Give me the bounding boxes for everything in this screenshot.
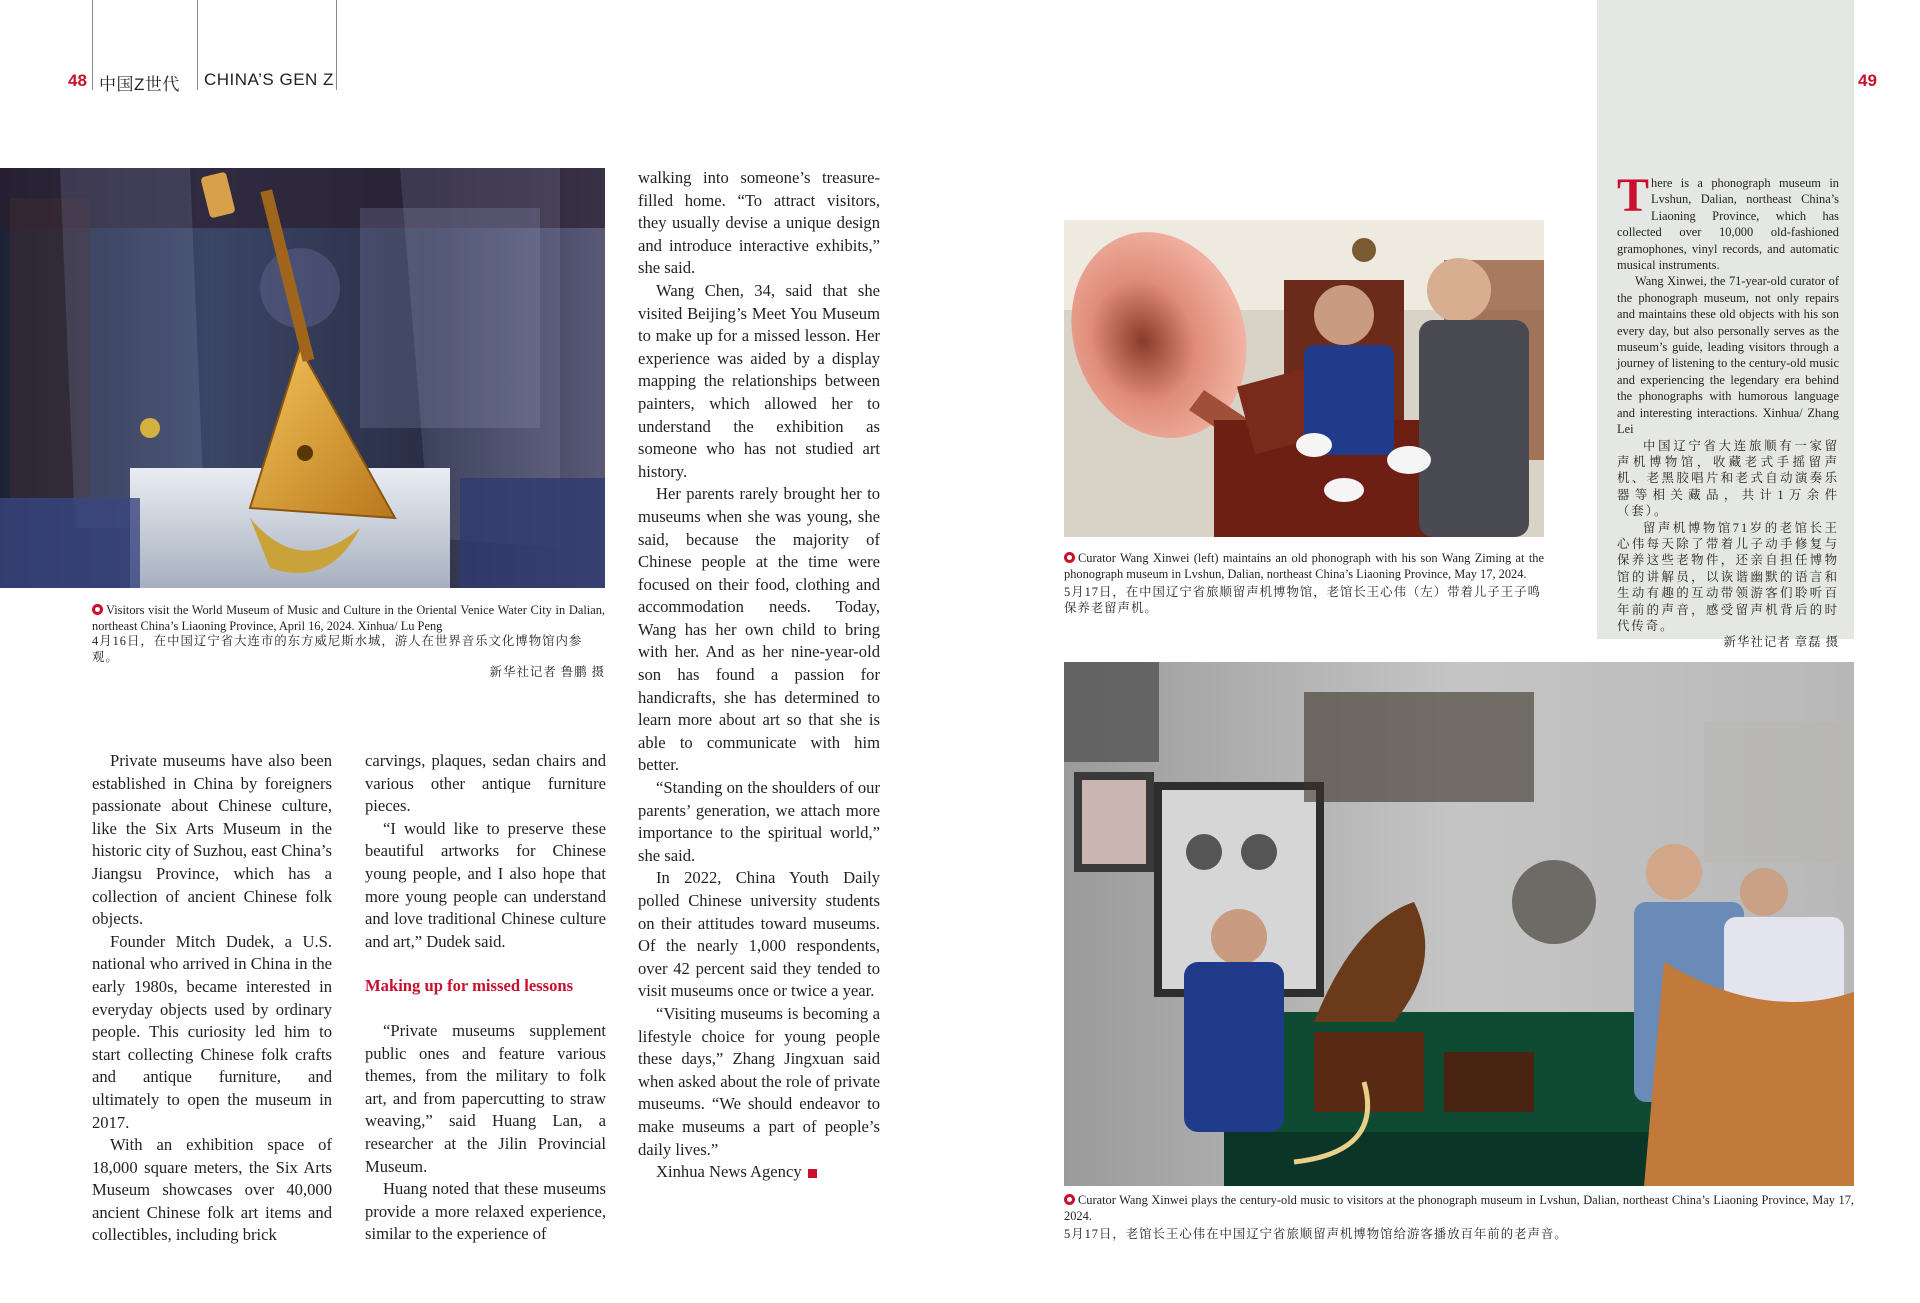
- article-column-1: [92, 750, 332, 1247]
- header-rule-3: [336, 0, 337, 90]
- article-column-2: [365, 750, 606, 1246]
- sidebar-paragraph-zh: 留声机博物馆71岁的老馆长王心伟每天除了带着儿子动手修复与保养这些老物件，还亲自担任博物馆的讲解员，以诙谐幽默的语言和生动有趣的互动带领游客们聆听百年前的声音，感受留声机背后的时代传奇。: [1617, 520, 1839, 633]
- xinhua-icon: [1064, 1194, 1075, 1205]
- sidebar-paragraph-zh: 中国辽宁省大连旅顺有一家留声机博物馆，收藏老式手摇留声机、老黑胶唱片和老式自动演奏乐器等相关藏品，共计1万余件（套）。: [1617, 438, 1839, 519]
- article-paragraph: Her parents rarely brought her to museums when she was young, she said, because the majority of Chinese people at the time were focused on their food, clothing and accommodation needs. Today, Wang has her own child to bring with her. And as her nine-year-old son has found a passion for handicrafts, she has determined to learn more about art so that she is able to communicate with him better.: [638, 484, 880, 775]
- article-paragraph: walking into someone’s treasure-filled home. “To attract visitors, they usually devise a unique design and introduce interactive exhibits,” she said.: [638, 168, 880, 278]
- sidebar-text: There is a phonograph museum in Lvshun, Dalian, northeast China’s Liaoning Province, which has collected over 10,000 old-fashioned gramophones, vinyl records, and automatic musical instruments. Wang Xinwei, the 71-year-old curator of the phonograph museum, not only repairs and maintains these old objects with his son every day, but also personally serves as the museum’s guide, leading visitors through a journey of listening to the century-old music and experiencing the legendary era behind the phonographs with humorous language and interesting interactions. Xinhua/ Zhang Lei 中国辽宁省大连旅顺有一家留声机博物馆，收藏老式手摇留声机、老黑胶唱片和老式自动演奏乐器等相关藏品，共计1万余件（套）。 留声机博物馆71岁的老馆长王心伟每天除了带着儿子动手修复与保养这些老物件，还亲自担任博物馆的讲解员，以诙谐幽默的语言和生动有趣的互动带领游客们聆听百年前的声音，感受留声机背后的时代传奇。 新华社记者 章磊 摄: [1617, 169, 1839, 650]
- article-column-3: [638, 167, 880, 1184]
- running-title-en: CHINA’S GEN Z: [204, 70, 334, 89]
- caption-play-zh: 5月17日，老馆长王心伟在中国辽宁省旅顺留声机博物馆给游客播放百年前的老声音。: [1064, 1227, 1568, 1241]
- article-paragraph: Founder Mitch Dudek, a U.S. national who arrived in China in the early 1980s, became interested in everyday objects used by ordinary people. This curiosity led him to start collecting Chinese folk crafts and antique furniture, and ultimately to open the museum in 2017.: [92, 931, 332, 1132]
- sidebar-credit: 新华社记者 章磊 摄: [1723, 635, 1839, 650]
- article-paragraph: Huang noted that these museums provide a more relaxed experience, similar to the experience of: [365, 1179, 606, 1244]
- byline: Xinhua News Agency: [656, 1162, 802, 1182]
- article-paragraph: carvings, plaques, sedan chairs and various other antique furniture pieces.: [365, 751, 606, 816]
- article-paragraph: With an exhibition space of 18,000 square meters, the Six Arts Museum showcases over 40,000 ancient Chinese folk art items and collectibles, including brick: [92, 1135, 332, 1245]
- right-page-number: 49: [1858, 71, 1877, 90]
- article-paragraph: Private museums have also been established in China by foreigners passionate about Chinese culture, like the Six Arts Museum in the historic city of Suzhou, east China’s Jiangsu Province, which has a collection of ancient Chinese folk objects.: [92, 751, 332, 929]
- caption-balalaika: Visitors visit the World Museum of Music and Culture in the Oriental Venice Water City in Dalian, northeast China’s Liaoning Province, April 16, 2024. Xinhua/ Lu Peng 4月16日，在中国辽宁省大连市的东方威尼斯水城，游人在世界音乐文化博物馆内参观。 新华社记者 鲁鹏 摄: [92, 603, 605, 679]
- drop-cap: T: [1617, 169, 1650, 222]
- article-paragraph: “Standing on the shoulders of our parents’ generation, we attach more importance to the spiritual world,” she said.: [638, 778, 880, 865]
- header-rule-2: [197, 0, 198, 90]
- xinhua-icon: [1064, 552, 1075, 563]
- caption-balalaika-zh: 4月16日，在中国辽宁省大连市的东方威尼斯水城，游人在世界音乐文化博物馆内参观。: [92, 634, 583, 664]
- left-page-number: 48: [68, 71, 87, 90]
- caption-repair: Curator Wang Xinwei (left) maintains an old phonograph with his son Wang Ziming at the phonograph museum in Lvshun, Dalian, northeast China’s Liaoning Province, May 17, 2024. 5月17日，在中国辽宁省旅顺留声机博物馆，老馆长王心伟（左）带着儿子王子鸣保养老留声机。: [1064, 551, 1544, 615]
- caption-play: Curator Wang Xinwei plays the century-old music to visitors at the phonograph museum in Lvshun, Dalian, northeast China’s Liaoning Province, May 17, 2024. 5月17日，老馆长王心伟在中国辽宁省旅顺留声机博物馆给游客播放百年前的老声音。: [1064, 1193, 1854, 1241]
- photo-balalaika: [0, 168, 605, 588]
- end-mark-icon: [808, 1169, 817, 1178]
- photo-phonograph-repair: [1064, 220, 1544, 537]
- xinhua-icon: [92, 604, 103, 615]
- article-paragraph: “I would like to preserve these beautiful artworks for Chinese young people, and I also hope that more young people can understand and love traditional Chinese culture and art,” Dudek said.: [365, 818, 606, 951]
- caption-repair-zh: 5月17日，在中国辽宁省旅顺留声机博物馆，老馆长王心伟（左）带着儿子王子鸣保养老留声机。: [1064, 585, 1541, 615]
- sidebar-paragraph: Wang Xinwei, the 71-year-old curator of the phonograph museum, not only repairs and maintains these old objects with his son every day, but also personally serves as the museum’s guide, leading visitors through a journey of listening to the century-old music and experiencing the legendary era behind the phonographs with humorous language and interesting interactions. Xinhua/ Zhang Lei: [1617, 274, 1839, 437]
- running-title-zh: 中国Z世代: [99, 75, 180, 94]
- article-paragraph: “Visiting museums is becoming a lifestyle choice for young people these days,” Zhang Jingxuan said when asked about the role of private museums. “We should endeavor to make museums a part of people’s daily lives.”: [638, 1003, 880, 1159]
- caption-balalaika-credit: 新华社记者 鲁鹏 摄: [489, 665, 605, 679]
- article-paragraph: Wang Chen, 34, said that she visited Beijing’s Meet You Museum to make up for a missed lesson. Her experience was aided by a display mapping the relationships between painters, which allowed her to understand the exhibition as someone who has not studied art history.: [638, 280, 880, 481]
- article-paragraph: In 2022, China Youth Daily polled Chinese university students on their attitudes toward museums. Of the nearly 1,000 respondents, over 42 percent said they tended to visit museums once or twice a year.: [638, 868, 880, 1001]
- article-paragraph: “Private museums supplement public ones and feature various themes, from the military to folk art, and from papercutting to straw weaving,” said Huang Lan, a researcher at the Jilin Provincial Museum.: [365, 1020, 606, 1176]
- section-subhead: Making up for missed lessons: [365, 976, 574, 996]
- photo-phonograph-play: [1064, 662, 1854, 1186]
- header-rule-1: [92, 0, 93, 90]
